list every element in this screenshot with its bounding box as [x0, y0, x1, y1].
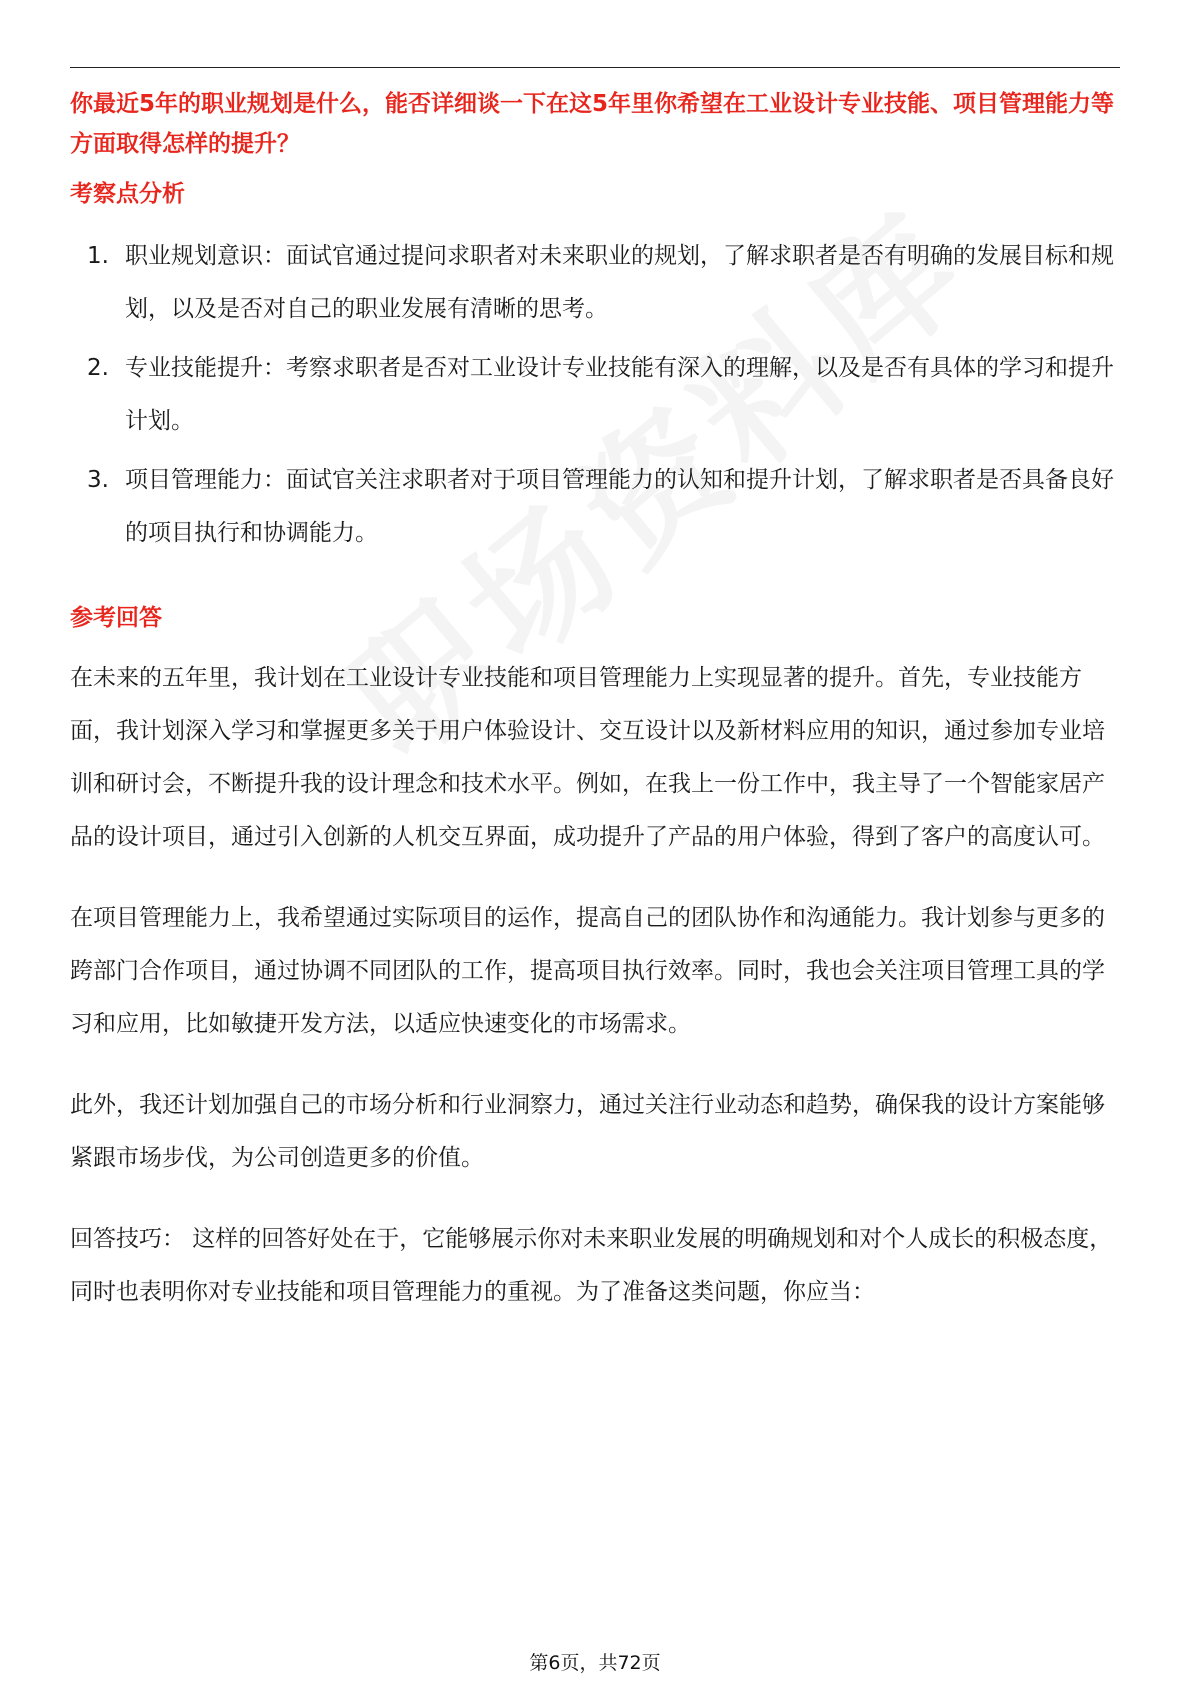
point-number: 1.: [87, 243, 109, 269]
question-heading: 你最近5年的职业规划是什么，能否详细谈一下在这5年里你希望在工业设计专业技能、项目管理能力等方面取得怎样的提升？: [70, 91, 1115, 157]
analysis-points-list: [70, 230, 1120, 560]
analysis-point: [70, 454, 1120, 560]
answer-tips-paragraph: 回答技巧： 这样的回答好处在于，它能够展示你对未来职业发展的明确规划和对个人成长的积极态度，同时也表明你对专业技能和项目管理能力的重视。为了准备这类问题，你应当：: [70, 1226, 1113, 1305]
analysis-section-title: 考察点分析: [70, 181, 185, 207]
point-number: 2.: [87, 355, 109, 381]
answer-paragraph: 在未来的五年里，我计划在工业设计专业技能和项目管理能力上实现显著的提升。首先，专业技能方面，我计划深入学习和掌握更多关于用户体验设计、交互设计以及新材料应用的知识，通过参加专业培训和研讨会，不断提升我的设计理念和技术水平。例如，在我上一份工作中，我主导了一个智能家居产品的设计项目，通过引入创新的人机交互界面，成功提升了产品的用户体验，得到了客户的高度认可。: [70, 665, 1105, 850]
analysis-point: [70, 230, 1120, 336]
answer-paragraph: 在项目管理能力上，我希望通过实际项目的运作，提高自己的团队协作和沟通能力。我计划参与更多的跨部门合作项目，通过协调不同团队的工作，提高项目执行效率。同时，我也会关注项目管理工具的学习和应用，比如敏捷开发方法，以适应快速变化的市场需求。: [70, 905, 1105, 1037]
point-text: 职业规划意识：面试官通过提问求职者对未来职业的规划，了解求职者是否有明确的发展目标和规划，以及是否对自己的职业发展有清晰的思考。: [125, 243, 1114, 322]
answer-paragraph: 此外，我还计划加强自己的市场分析和行业洞察力，通过关注行业动态和趋势，确保我的设计方案能够紧跟市场步伐，为公司创造更多的价值。: [70, 1092, 1105, 1171]
analysis-point: [70, 342, 1120, 448]
document-page: [70, 84, 1120, 1347]
point-text: 专业技能提升：考察求职者是否对工业设计专业技能有深入的理解，以及是否有具体的学习和提升计划。: [125, 355, 1114, 434]
top-divider: [70, 67, 1120, 68]
answer-section-title: 参考回答: [70, 605, 162, 631]
point-number: 3.: [87, 467, 109, 493]
page-number-footer: 第6页，共72页: [529, 1652, 661, 1674]
point-text: 项目管理能力：面试官关注求职者对于项目管理能力的认知和提升计划，了解求职者是否具备良好的项目执行和协调能力。: [125, 467, 1114, 546]
